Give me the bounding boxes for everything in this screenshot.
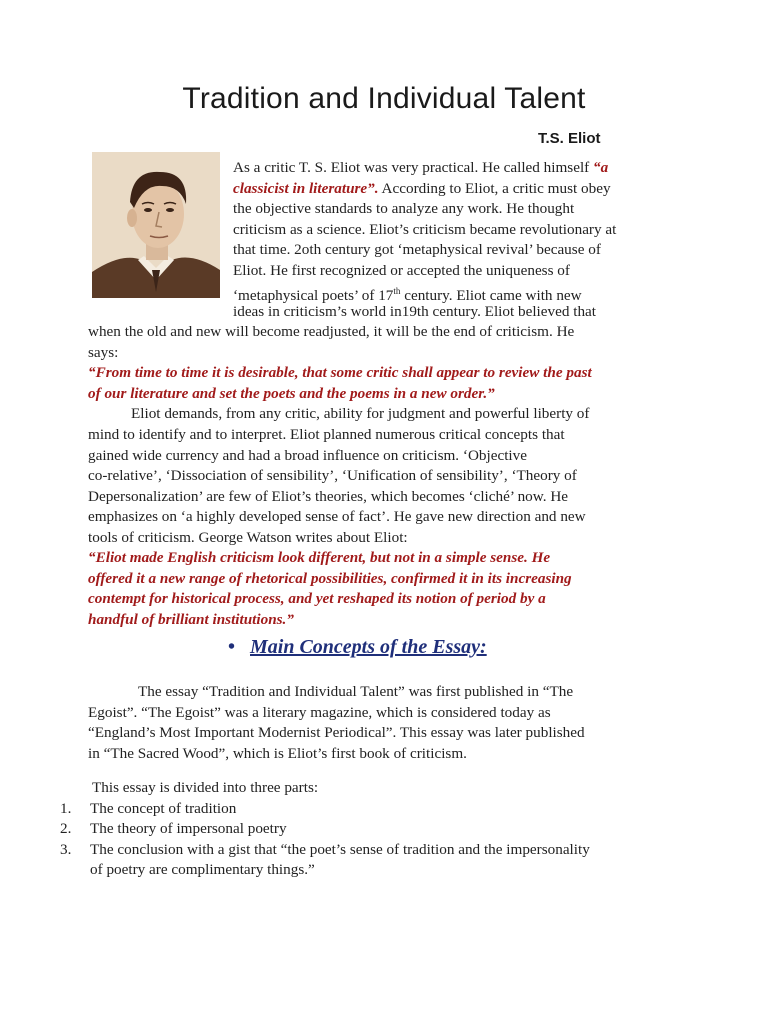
paragraph-line: “England’s Most Important Modernist Periodical”. This essay was later published [88,724,585,741]
intro-highlight: “a [593,159,609,176]
intro-line: Eliot. He first recognized or accepted the uniqueness of [233,262,570,279]
quote-line: of our literature and set the poets and the poems in a new order.” [88,385,495,402]
list-item-text: The conclusion with a gist that “the poet’s sense of tradition and the impersonality [90,841,590,858]
list-item-text: The theory of impersonal poetry [90,820,287,837]
paragraph-line: mind to identify and to interpret. Eliot planned numerous critical concepts that [88,426,565,443]
paragraph-line: Depersonalization’ are few of Eliot’s theories, which becomes ‘cliché’ now. He [88,488,569,505]
quote-line: offered it a new range of rhetorical possibilities, confirmed it in its increasing [88,570,572,587]
intro-line: ideas in criticism’s world in19th century. Eliot believed that [233,303,597,320]
intro-line: when the old and new will become readjusted, it will be the end of criticism. He [88,323,575,340]
list-intro: This essay is divided into three parts: [92,779,319,796]
quote-line: handful of brilliant institutions.” [88,611,294,628]
quote-line: contempt for historical process, and yet reshaped its notion of period by a [88,590,546,607]
quote-line: “Eliot made English criticism look different, but not in a simple sense. He [88,549,551,566]
intro-line: the objective standards to analyze any work. He thought [233,200,575,217]
list-item [60,840,590,861]
list-number: 1. [60,800,72,817]
superscript: th [393,286,401,296]
paragraph-line: gained wide currency and had a broad influence on criticism. ‘Objective [88,447,527,464]
list-item-text: The concept of tradition [90,800,237,817]
list-number: 3. [60,841,72,858]
list-number: 2. [60,820,72,837]
author-name: T.S. Eliot [538,130,601,147]
quote-line: “From time to time it is desirable, that some critic shall appear to review the past [88,364,592,381]
intro-highlight: classicist in literature”. [233,180,379,197]
paragraph-line: emphasizes on ‘a highly developed sense of fact’. He gave new direction and new [88,508,586,525]
paragraph-line: tools of criticism. George Watson writes about Eliot: [88,529,408,546]
intro-line: According to Eliot, a critic must obey [378,180,611,197]
intro-line: that time. 2oth century got ‘metaphysical revival’ because of [233,241,601,258]
intro-line: says: [88,344,119,361]
intro-line: century. Eliot came with new [400,287,582,305]
paragraph-line: co-relative’, ‘Dissociation of sensibility’, ‘Unification of sensibility’, ‘Theory of [88,467,577,484]
author-portrait [92,152,220,298]
paragraph-line: Eliot demands, from any critic, ability for judgment and powerful liberty of [131,405,590,422]
intro-line: criticism as a science. Eliot’s criticism became revolutionary at [233,221,617,238]
list-item-continuation: of poetry are complimentary things.” [90,861,315,878]
list-item [60,799,236,820]
paragraph-line: in “The Sacred Wood”, which is Eliot’s first book of criticism. [88,745,467,762]
paragraph-line: The essay “Tradition and Individual Talent” was first published in “The [138,683,574,700]
list-item [60,819,287,840]
intro-line: As a critic T. S. Eliot was very practical. He called himself [233,159,594,176]
section-heading-text: Main Concepts of the Essay: [250,636,487,658]
section-heading [228,636,487,659]
bullet-icon: • [228,636,236,658]
intro-line: ‘metaphysical poets’ of 17 [233,287,394,305]
paragraph-line: Egoist”. “The Egoist” was a literary magazine, which is considered today as [88,704,551,721]
page-title: Tradition and Individual Talent [182,82,586,115]
